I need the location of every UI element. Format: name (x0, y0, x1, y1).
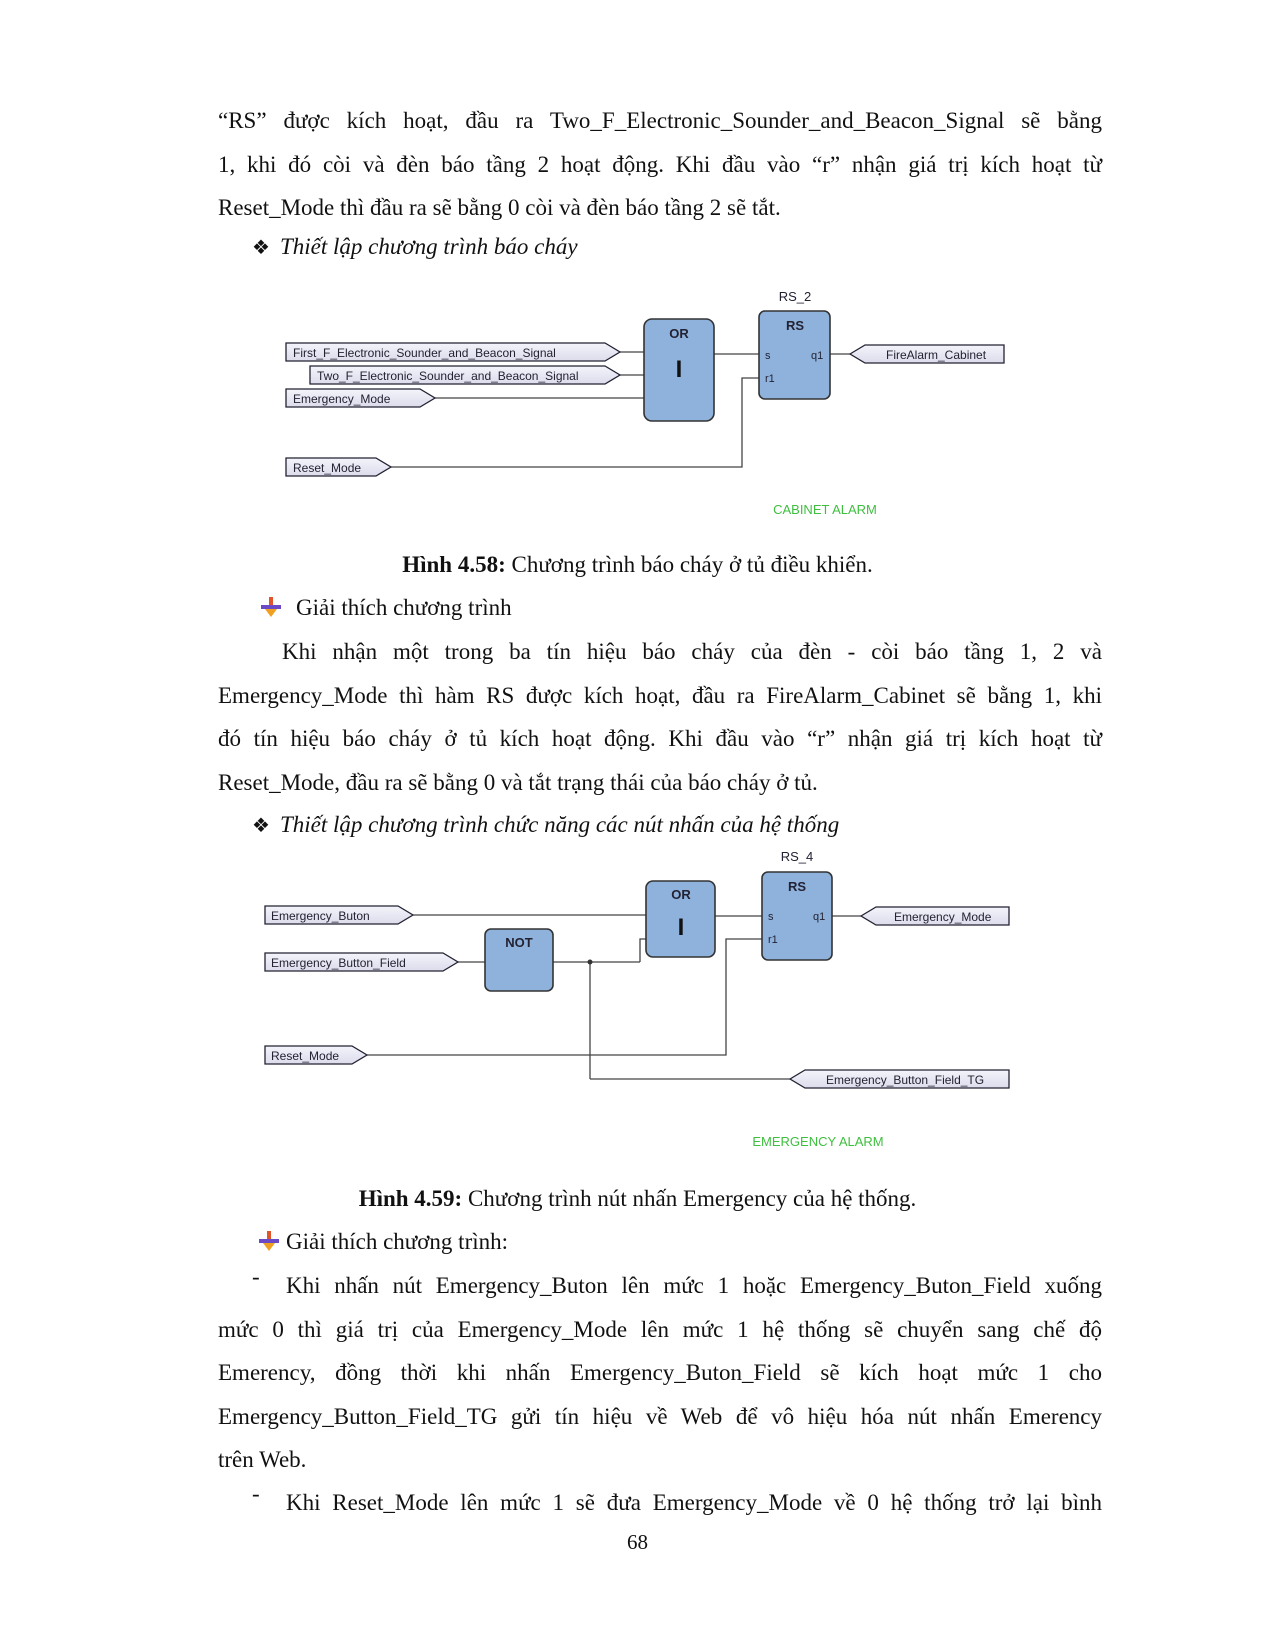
paragraph-line: Reset_Mode thì đầu ra sẽ bằng 0 còi và đèn báo tầng 2 sẽ tắt. (218, 195, 781, 220)
figure1-output-label: FireAlarm_Cabinet (886, 348, 987, 362)
arrow-bullet-icon (258, 1230, 280, 1252)
figure2-input-tag (265, 906, 413, 924)
figure2-input-tag (265, 1046, 367, 1064)
paragraph-line: Emergency_Button_Field_TG gửi tín hiệu về Web để vô hiệu hóa nút nhấn Emerency (218, 1403, 1102, 1429)
paragraph-line: 1, khi đó còi và đèn báo tầng 2 hoạt động. Khi đầu vào “r” nhận giá trị kích hoạt từ (218, 151, 1102, 177)
rs-input-s: s (765, 350, 771, 362)
figure1-input-tag (286, 389, 435, 407)
explanation-heading-text: Giải thích chương trình (296, 595, 512, 620)
figure1-caption (0, 550, 1275, 580)
figure1-diagram (286, 289, 1004, 517)
list-item-2 (218, 1481, 1102, 1525)
paragraph-line: “RS” được kích hoạt, đầu ra Two_F_Electronic_Sounder_and_Beacon_Signal sẽ bằng (218, 108, 1102, 133)
or-block-label: OR (669, 326, 689, 341)
caption-text: Chương trình báo cháy ở tủ điều khiển. (505, 552, 873, 577)
list-dash: - (252, 1264, 260, 1289)
paragraph-line: trên Web. (218, 1447, 307, 1472)
section-heading-buttons (252, 810, 839, 841)
rs-input-r1: r1 (768, 934, 778, 946)
or-block-symbol: I (675, 356, 683, 383)
paragraph-line: Emergency_Mode thì hàm RS được kích hoạt, đầu ra FireAlarm_Cabinet sẽ bằng 1, khi (218, 682, 1102, 708)
figure2-input-tag (265, 953, 458, 971)
paragraph-line: Khi Reset_Mode lên mức 1 sẽ đưa Emergency_Mode về 0 hệ thống trở lại bình (286, 1490, 1102, 1515)
section-heading-text: Thiết lập chương trình chức năng các nút nhấn của hệ thống (279, 812, 840, 837)
figure2-output-tag (861, 907, 1009, 925)
list-item-1 (218, 1264, 1102, 1482)
figure2-input-label: Emergency_Buton (271, 909, 370, 923)
or-block-symbol: I (677, 914, 685, 941)
figure1-input-label: First_F_Electronic_Sounder_and_Beacon_Signal (293, 346, 556, 360)
figure1-output-tag (850, 345, 1004, 363)
rs-block-title: RS_2 (778, 289, 812, 304)
not-block-label: NOT (505, 935, 533, 950)
figure2-rs-block (762, 849, 832, 960)
figure1-input-label: Emergency_Mode (293, 392, 391, 406)
rs-block-label: RS (787, 879, 807, 894)
figure1-or-block (644, 319, 714, 421)
figure1-footer-label: CABINET ALARM (773, 502, 877, 517)
figure2-diagram (265, 849, 1009, 1149)
figure2-input-label: Emergency_Button_Field (271, 956, 406, 970)
figure2-output-label: Emergency_Mode (894, 910, 992, 924)
paragraph-line: Reset_Mode, đầu ra sẽ bằng 0 và tắt trạng thái của báo cháy ở tủ. (218, 769, 818, 795)
figure1-input-label: Two_F_Electronic_Sounder_and_Beacon_Signal (317, 369, 579, 383)
figure1-rs-block (759, 289, 830, 399)
explanation-heading (258, 1227, 508, 1257)
caption-number: Hình 4.59: (358, 1186, 463, 1211)
explanation-heading-text: Giải thích chương trình: (286, 1229, 509, 1254)
figure2-not-block (485, 929, 553, 991)
rs-output-q1: q1 (811, 350, 824, 362)
figure2-output-label: Emergency_Button_Field_TG (826, 1073, 985, 1087)
rs-block-label: RS (785, 318, 805, 333)
paragraph-line: Khi nhận một trong ba tín hiệu báo cháy của đèn - còi báo tầng 1, 2 và (282, 639, 1102, 664)
figure2-or-block (646, 881, 715, 957)
rs-input-r1: r1 (765, 373, 775, 385)
rs-input-s: s (768, 911, 774, 923)
figure2-input-label: Reset_Mode (271, 1049, 340, 1063)
figure2-footer-label: EMERGENCY ALARM (752, 1134, 884, 1149)
rs-output-q1: q1 (813, 911, 826, 923)
figure1-input-tag (286, 343, 620, 361)
figure1-input-tag (286, 458, 391, 476)
arrow-bullet-icon (260, 596, 282, 618)
or-block-label: OR (671, 887, 691, 902)
explanation1-paragraph (218, 630, 1102, 804)
caption-text: Chương trình nút nhấn Emergency của hệ thống. (462, 1186, 917, 1211)
section-heading-text: Thiết lập chương trình báo cháy (279, 234, 578, 259)
paragraph-line: Emerency, đồng thời khi nhấn Emergency_Buton_Field sẽ kích hoạt mức 1 cho (218, 1360, 1102, 1385)
paragraph-line: Khi nhấn nút Emergency_Buton lên mức 1 hoặc Emergency_Buton_Field xuống (286, 1273, 1102, 1298)
figure2-caption (0, 1184, 1275, 1214)
diamond-bullet-icon: ❖ (252, 237, 270, 259)
caption-number: Hình 4.58: (402, 552, 506, 577)
figure1-input-label: Reset_Mode (293, 461, 362, 475)
figure1-input-tag (310, 366, 620, 384)
rs-block-title: RS_4 (780, 849, 814, 864)
diamond-bullet-icon: ❖ (252, 815, 270, 837)
explanation-heading (260, 593, 512, 623)
page-number: 68 (627, 1530, 648, 1554)
junction-dot (588, 960, 593, 965)
list-dash: - (252, 1481, 260, 1506)
paragraph-line: đó tín hiệu báo cháy ở tủ kích hoạt động. Khi đầu vào “r” nhận giá trị kích hoạt từ (218, 726, 1102, 751)
paragraph-line: mức 0 thì giá trị của Emergency_Mode lên mức 1 hệ thống sẽ chuyển sang chế độ (218, 1316, 1102, 1342)
figure2-output-tag (790, 1070, 1009, 1088)
